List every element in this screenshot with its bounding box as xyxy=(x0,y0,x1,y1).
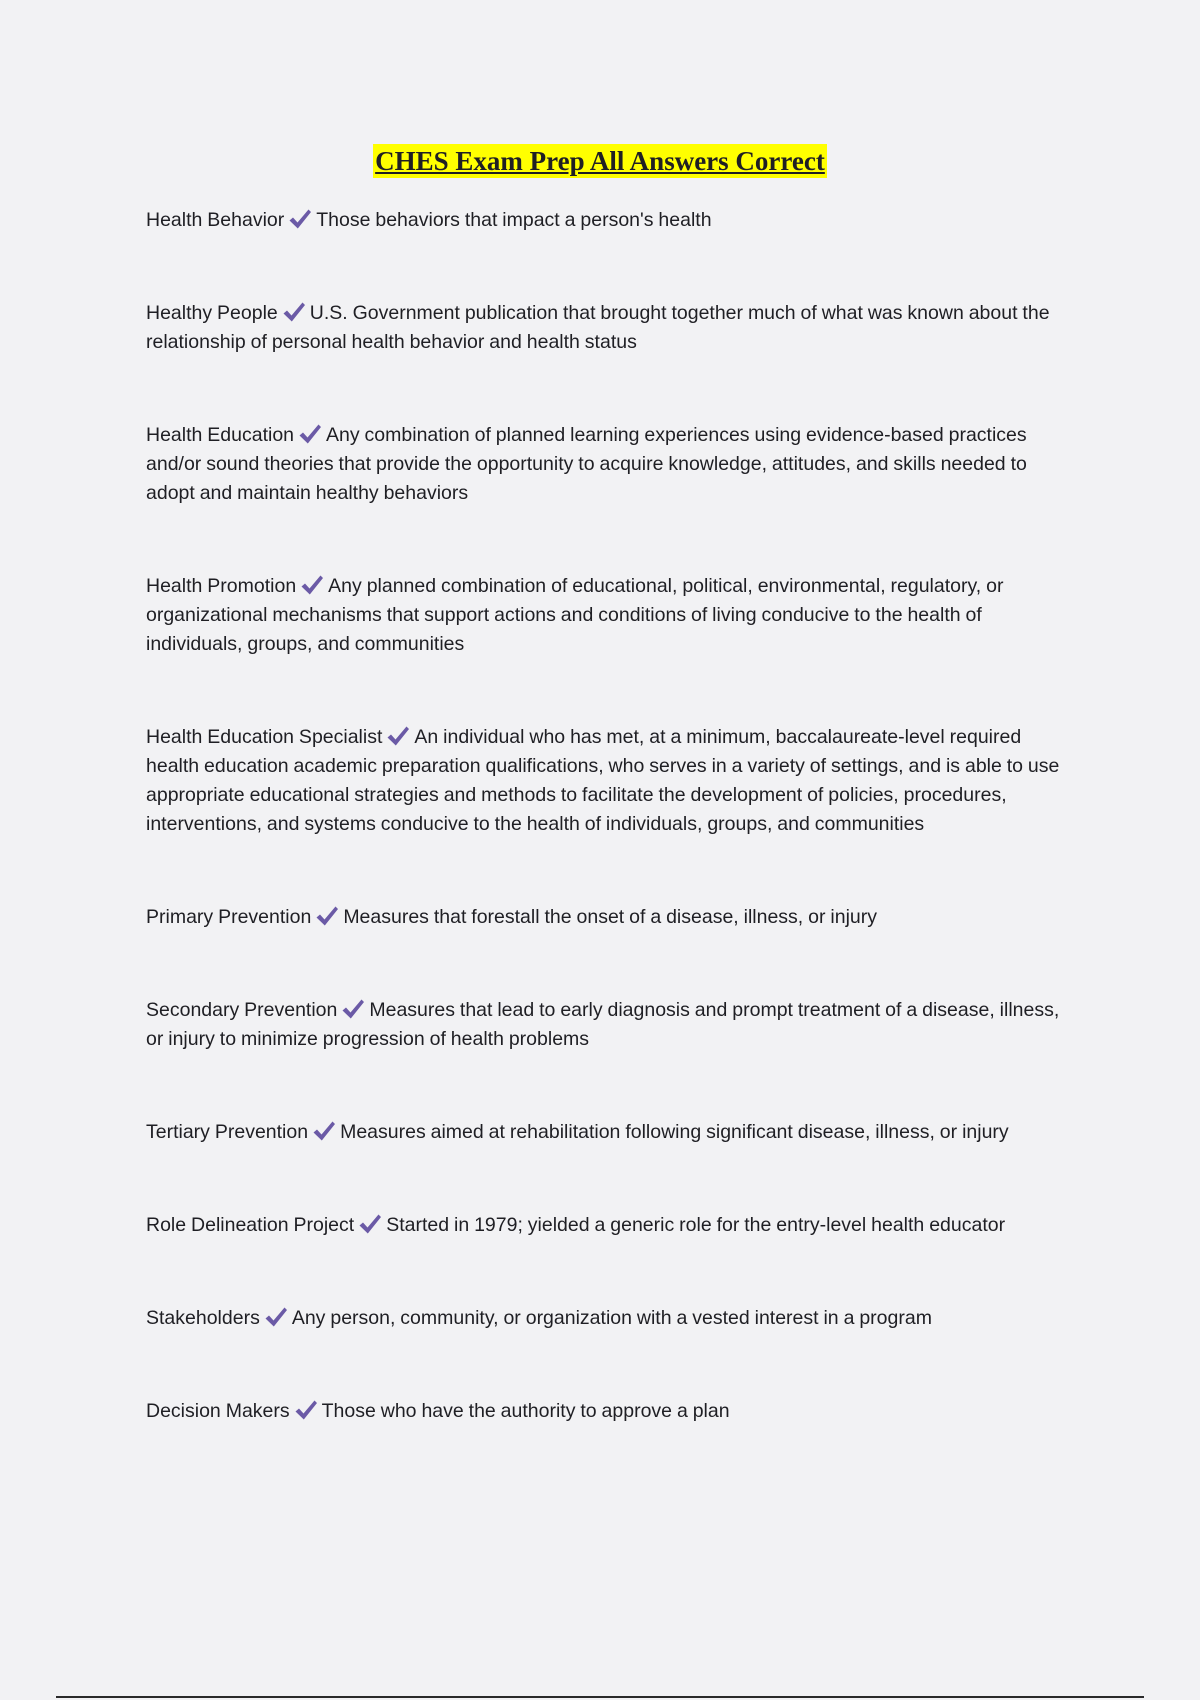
entry-term: Primary Prevention xyxy=(146,906,312,928)
entry-definition: Measures that forestall the onset of a disease, illness, or injury xyxy=(343,906,877,928)
page-title-wrap xyxy=(0,144,1200,178)
entry-definition: An individual who has met, at a minimum, baccalaureate-level required health education academic preparation qualifications, who serves in a variety of settings, and is able to use appropriate educational strategies and methods to facilitate the development of policies, procedures, interventions, and systems conducive to the health of individuals, groups, and communities xyxy=(146,726,1060,835)
entry-term: Health Promotion xyxy=(146,575,297,597)
check-icon xyxy=(358,1213,382,1235)
entry-term: Health Education xyxy=(146,424,295,446)
entry-term: Healthy People xyxy=(146,302,278,324)
check-icon xyxy=(300,574,324,596)
entry-term: Tertiary Prevention xyxy=(146,1121,309,1143)
entry-term: Secondary Prevention xyxy=(146,999,338,1021)
entry-definition: U.S. Government publication that brought together much of what was known about the relationship of personal health behavior and health status xyxy=(146,302,1050,353)
entry-term: Health Behavior xyxy=(146,209,285,231)
definition-entry xyxy=(146,1397,1066,1426)
entry-definition: Any planned combination of educational, political, environmental, regulatory, or organizational mechanisms that support actions and conditions of living conducive to the health of individuals, groups, and communities xyxy=(146,575,1004,655)
check-icon xyxy=(264,1306,288,1328)
entry-term: Health Education Specialist xyxy=(146,726,383,748)
entry-term: Decision Makers xyxy=(146,1400,290,1422)
check-icon xyxy=(298,423,322,445)
check-icon xyxy=(288,208,312,230)
check-icon xyxy=(312,1120,336,1142)
entry-term: Role Delineation Project xyxy=(146,1214,355,1236)
definition-entry xyxy=(146,1118,1066,1147)
entry-definition: Those who have the authority to approve a plan xyxy=(321,1400,730,1422)
definition-entry xyxy=(146,1211,1066,1240)
definition-list xyxy=(146,206,1066,1490)
entry-term: Stakeholders xyxy=(146,1307,260,1329)
entry-definition: Those behaviors that impact a person's health xyxy=(316,209,712,231)
check-icon xyxy=(282,301,306,323)
entry-definition: Measures aimed at rehabilitation following significant disease, illness, or injury xyxy=(340,1121,1009,1143)
definition-entry xyxy=(146,996,1066,1054)
entry-definition: Any combination of planned learning experiences using evidence-based practices and/or sound theories that provide the opportunity to acquire knowledge, attitudes, and skills needed to adopt and maintain healthy behaviors xyxy=(146,424,1027,504)
definition-entry xyxy=(146,1304,1066,1333)
footer-divider xyxy=(56,1696,1144,1698)
check-icon xyxy=(386,725,410,747)
entry-definition: Started in 1979; yielded a generic role for the entry-level health educator xyxy=(386,1214,1006,1236)
definition-entry xyxy=(146,299,1066,357)
definition-entry xyxy=(146,723,1066,839)
definition-entry xyxy=(146,903,1066,932)
definition-entry xyxy=(146,572,1066,659)
entry-definition: Measures that lead to early diagnosis and prompt treatment of a disease, illness, or injury to minimize progression of health problems xyxy=(146,999,1060,1050)
check-icon xyxy=(294,1399,318,1421)
page-title: CHES Exam Prep All Answers Correct xyxy=(375,146,825,176)
check-icon xyxy=(341,998,365,1020)
check-icon xyxy=(315,905,339,927)
definition-entry xyxy=(146,421,1066,508)
entry-definition: Any person, community, or organization with a vested interest in a program xyxy=(291,1307,932,1329)
definition-entry xyxy=(146,206,1066,235)
